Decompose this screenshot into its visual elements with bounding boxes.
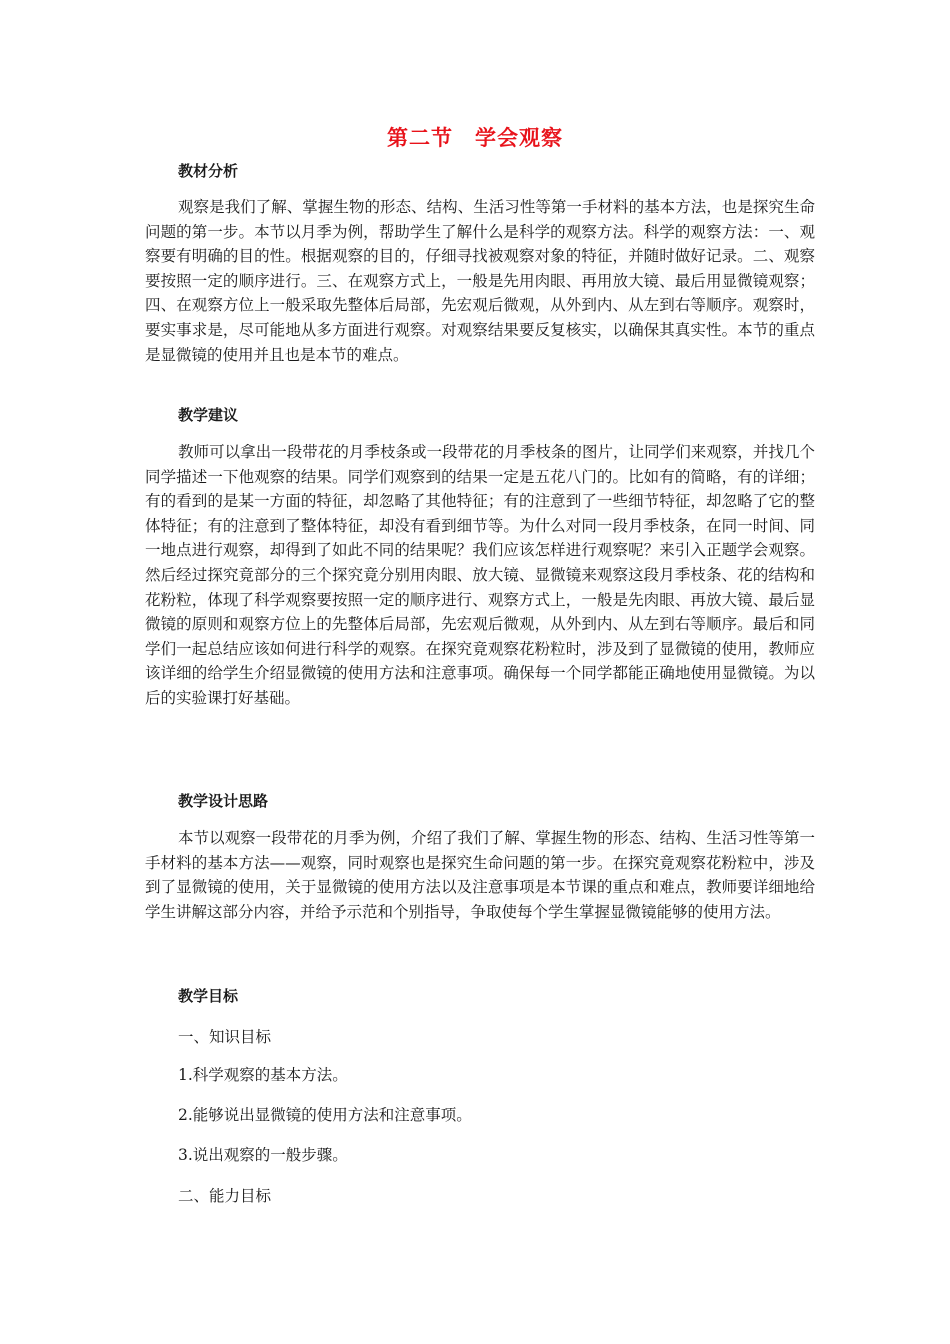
goal-item: 2.能够说出显微镜的使用方法和注意事项。 [178, 1106, 472, 1124]
heading-goals: 教学目标 [178, 987, 239, 1005]
page-title: 第二节 学会观察 [387, 125, 563, 150]
heading-design: 教学设计思路 [178, 792, 269, 810]
goal-item: 1.科学观察的基本方法。 [178, 1066, 348, 1084]
goal-item: 3.说出观察的一般步骤。 [178, 1146, 348, 1164]
goal-knowledge-label: 一、知识目标 [178, 1028, 272, 1046]
heading-suggestion: 教学建议 [178, 406, 239, 424]
heading-analysis: 教材分析 [178, 162, 239, 180]
paragraph-design: 本节以观察一段带花的月季为例，介绍了我们了解、掌握生物的形态、结构、生活习性等第一手材料的基本方法——观察，同时观察也是探究生命问题的第一步。在探究竟观察花粉粒中，涉及到了显微镜的使用，关于显微镜的使用方法以及注意事项是本节课的重点和难点，教师要详细地给学生讲解这部分内容，并给予示范和个别指导，争取使每个学生掌握显微镜能够的使用方法。 [145, 829, 815, 921]
goal-ability-label: 二、能力目标 [178, 1187, 272, 1205]
paragraph-suggestion: 教师可以拿出一段带花的月季枝条或一段带花的月季枝条的图片，让同学们来观察，并找几个同学描述一下他观察的结果。同学们观察到的结果一定是五花八门的。比如有的简略，有的详细；有的看到的是某一方面的特征，却忽略了其他特征；有的注意到了一些细节特征，却忽略了它的整体特征；有的注意到了整体特征，却没有看到细节等。为什么对同一段月季枝条，在同一时间、同一地点进行观察，却得到了如此不同的结果呢？我们应该怎样进行观察呢？来引入正题学会观察。然后经过探究竟部分的三个探究竟分别用肉眼、放大镜、显微镜来观察这段月季枝条、花的结构和花粉粒，体现了科学观察要按照一定的顺序进行、观察方式上，一般是先肉眼、再放大镜、最后显微镜的原则和观察方位上的先整体后局部，先宏观后微观，从外到内、从左到右等顺序。最后和同学们一起总结应该如何进行科学的观察。在探究竟观察花粉粒时，涉及到了显微镜的使用，教师应该详细的给学生介绍显微镜的使用方法和注意事项。确保每一个同学都能正确地使用显微镜。为以后的实验课打好基础。 [145, 443, 815, 707]
paragraph-analysis: 观察是我们了解、掌握生物的形态、结构、生活习性等第一手材料的基本方法，也是探究生命问题的第一步。本节以月季为例，帮助学生了解什么是科学的观察方法。科学的观察方法：一、观察要有明确的目的性。根据观察的目的，仔细寻找被观察对象的特征，并随时做好记录。二、观察要按照一定的顺序进行。三、在观察方式上，一般是先用肉眼、再用放大镜、最后用显微镜观察；四、在观察方位上一般采取先整体后局部，先宏观后微观，从外到内、从左到右等顺序。观察时，要实事求是，尽可能地从多方面进行观察。对观察结果要反复核实，以确保其真实性。本节的重点是显微镜的使用并且也是本节的难点。 [145, 198, 815, 364]
